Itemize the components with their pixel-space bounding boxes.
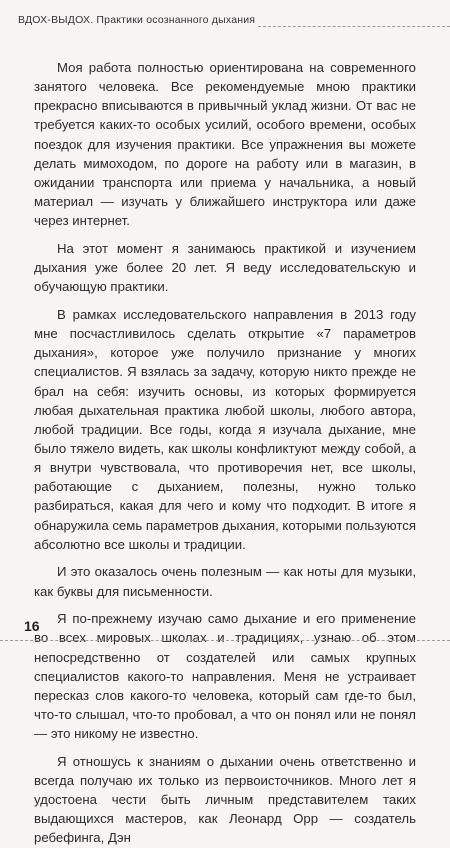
paragraph-4: И это оказалось очень полезным — как ноты для музыки, как буквы для письменности. <box>34 564 416 599</box>
paragraph-2: На этот момент я занимаюсь практикой и изучением дыхания уже более 20 лет. Я веду исследовательскую и обучающую практики. <box>34 240 416 295</box>
body-text <box>34 58 416 848</box>
paragraph-3: В рамках исследовательского направления в 2013 году мне посчастливилось сделать открытие «7 параметров дыхания», которое уже получило признание у многих специалистов. Я взялась за задачу, которую никто прежде не брал на себя: изучить основы, из которых формируется любая дыхательная практика любой школы, любого автора, любой традиции. Все годы, когда я изучала дыхание, мне было тяжело видеть, как школы конфликтуют между собой, а я внутри чувствовала, что противоречия нет, все школы, работающие с дыханием, полезны, нужно только разбираться, какая для чего и кому что подходит. В итоге я обнаружила семь параметров дыхания, которыми пользуются абсолютно все школы и традиции. <box>34 306 416 552</box>
header-rule <box>258 26 450 27</box>
page-number: 16 <box>24 618 40 634</box>
paragraph-6: Я отношусь к знаниям о дыхании очень ответственно и всегда получаю их только из первоисточников. Много лет я удостоена чести быть личным представителем таких выдающихся мастеров, как Леонард Орр — создатель ребефинга, Дэн <box>34 753 416 846</box>
footer-rule <box>0 640 450 641</box>
paragraph-5: Я по-прежнему изучаю само дыхание и его применение во всех мировых школах и традициях, узнаю об этом непосредственно от создателей или самых крупных специалистов какого-то направления. Меня не устраивает пересказ слов какого-то человека, который сам где-то был, что-то слышал, что-то пробовал, а что он понял или не понял — это никому не известно. <box>34 611 416 742</box>
running-head: ВДОХ-ВЫДОХ. Практики осознанного дыхания <box>18 14 256 26</box>
paragraph-1: Моя работа полностью ориентирована на современного занятого человека. Все рекомендуемые мною практики прекрасно вписываются в привычный уклад жизни. От вас не требуется каких-то особых усилий, особого времени, особых поездок для изучения практики. Все упражнения вы можете делать мимоходом, по дороге на работу или в магазин, в ожидании транспорта или приема у начальника, а новый материал — изучать у ближайшего инструктора или даже через интернет. <box>34 60 416 229</box>
